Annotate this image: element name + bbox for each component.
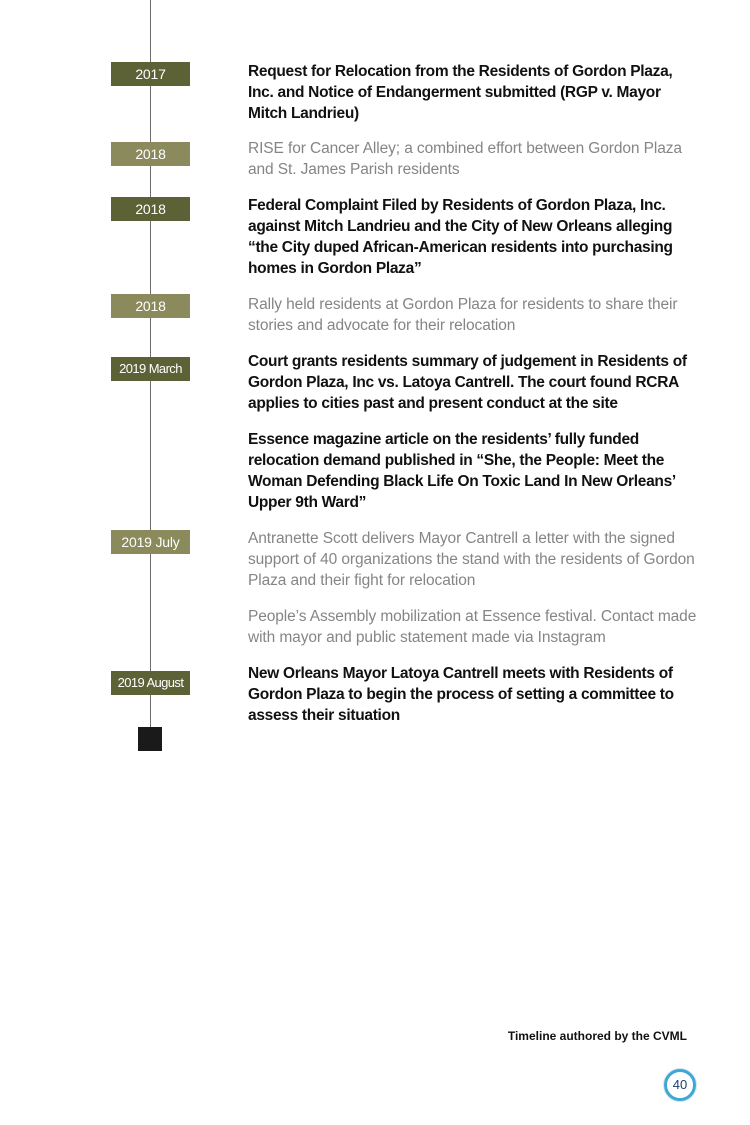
year-label: 2018 [111, 294, 190, 318]
timeline-end-marker [138, 727, 162, 751]
timeline-event: Federal Complaint Filed by Residents of Gordon Plaza, Inc. against Mitch Landrieu and the City of New Orleans alleging “the City duped African-American residents into purchasing homes in Gordon Plaza” [248, 197, 673, 277]
year-label: 2019 August [111, 671, 190, 695]
timeline-event: Court grants residents summary of judgement in Residents of Gordon Plaza, Inc vs. Latoya Cantrell. The court found RCRA applies to cities past and present conduct at the site [248, 353, 687, 412]
year-label: 2019 July [111, 530, 190, 554]
year-label: 2018 [111, 142, 190, 166]
page-number: 40 [664, 1069, 696, 1101]
year-label: 2017 [111, 62, 190, 86]
timeline-event: Rally held residents at Gordon Plaza for residents to share their stories and advocate for their relocation [248, 296, 678, 334]
timeline-event: Request for Relocation from the Residents of Gordon Plaza, Inc. and Notice of Endangerment submitted (RGP v. Mayor Mitch Landrieu) [248, 63, 673, 122]
timeline-event: People’s Assembly mobilization at Essence festival. Contact made with mayor and public statement made via Instagram [248, 608, 697, 646]
timeline-event: Antranette Scott delivers Mayor Cantrell a letter with the signed support of 40 organizations the stand with the residents of Gordon Plaza and their fight for relocation [248, 530, 695, 589]
timeline-event: New Orleans Mayor Latoya Cantrell meets with Residents of Gordon Plaza to begin the process of setting a committee to assess their situation [248, 665, 674, 724]
year-label: 2018 [111, 197, 190, 221]
year-label: 2019 March [111, 357, 190, 381]
footer-credit: Timeline authored by the CVML [507, 1029, 687, 1043]
timeline-event: RISE for Cancer Alley; a combined effort between Gordon Plaza and St. James Parish residents [248, 140, 682, 178]
timeline-event: Essence magazine article on the residents’ fully funded relocation demand published in “She, the People: Meet the Woman Defending Black Life On Toxic Land In New Orleans’ Upper 9th Ward” [248, 431, 676, 511]
